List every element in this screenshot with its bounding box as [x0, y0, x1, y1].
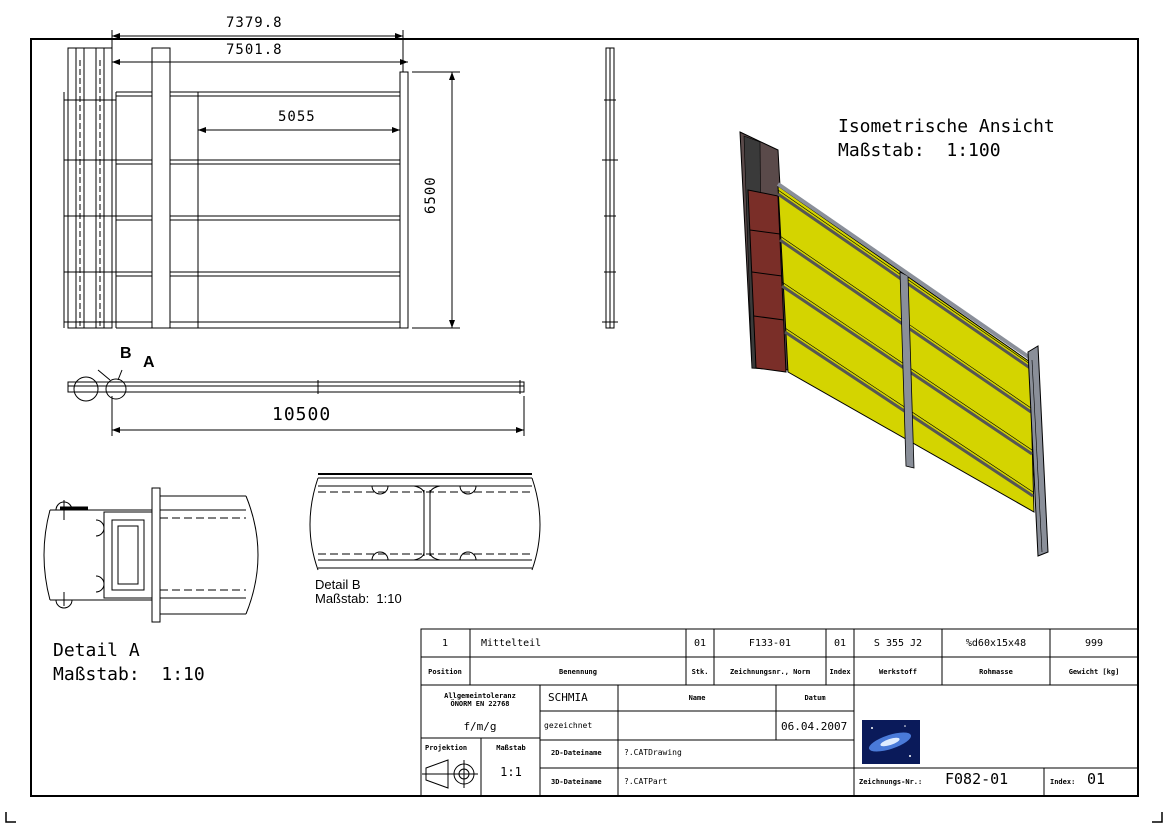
tb-tolerance-1: Allgemeintoleranz	[444, 692, 516, 700]
tb-index-label: Index:	[1050, 778, 1076, 786]
tb-author: SCHMIA	[548, 691, 588, 704]
iso-title: Isometrische Ansicht	[838, 116, 1055, 137]
tb-h-werkstoff: Werkstoff	[879, 668, 917, 676]
dim-5055-text: 5055	[278, 109, 316, 125]
tb-h-stk: Stk.	[691, 668, 709, 676]
detail-b-title: Detail B	[315, 577, 361, 592]
tb-h-index: Index	[829, 668, 851, 676]
tb-zeichnungs-nr: F082-01	[945, 770, 1009, 788]
tb-name-header: Name	[688, 694, 706, 702]
tb-zeichnungs-nr-label: Zeichnungs-Nr.:	[859, 778, 923, 786]
detail-b-drawing	[310, 474, 540, 570]
detail-a-title: Detail A	[53, 640, 140, 661]
tb-h-position: Position	[428, 668, 462, 676]
tb-h-benennung: Benennung	[559, 668, 597, 676]
detail-a-drawing	[44, 488, 258, 622]
tb-position: 1	[441, 638, 449, 649]
front-view	[64, 48, 408, 328]
tb-file2d: ?.CATDrawing	[624, 748, 682, 757]
tb-gewicht: 999	[1084, 638, 1104, 649]
label-a: A	[143, 354, 155, 371]
tb-zeichnungsnr: F133-01	[748, 638, 792, 649]
isometric-view	[740, 132, 1048, 556]
top-view	[68, 370, 524, 436]
tb-massstab: 1:1	[500, 765, 522, 779]
tb-file2d-label: 2D-Dateiname	[551, 749, 602, 757]
tb-gezeichnet: gezeichnet	[544, 721, 593, 730]
tb-file3d: ?.CATPart	[624, 777, 668, 786]
tb-h-zeichnungsnr: Zeichnungsnr., Norm	[729, 668, 811, 676]
tb-date: 06.04.2007	[781, 720, 848, 733]
dim-6500-text: 6500	[423, 176, 439, 214]
title-block	[421, 629, 1138, 796]
tb-projektion: Projektion	[425, 744, 468, 752]
tb-massstab-header: Maßstab	[496, 744, 526, 752]
label-b: B	[120, 345, 132, 362]
dim-10500-text: 10500	[272, 404, 332, 425]
tb-werkstoff: S 355 J2	[873, 638, 923, 649]
dim-7379-text: 7379.8	[226, 15, 283, 31]
tb-benennung: Mittelteil	[481, 638, 542, 649]
tb-h-rohmasse: Rohmasse	[979, 668, 1013, 676]
dim-7501-text: 7501.8	[226, 42, 283, 58]
tb-h-gewicht: Gewicht [kg]	[1068, 668, 1120, 676]
tb-stk: 01	[693, 638, 707, 649]
iso-scale: Maßstab: 1:100	[838, 140, 1001, 161]
tb-rohmasse: %d60x15x48	[965, 638, 1027, 649]
tb-datum-header: Datum	[804, 694, 826, 702]
side-view	[602, 48, 618, 328]
tb-tolerance-2: ÖNORM EN 22768	[450, 700, 510, 708]
detail-b-scale: Maßstab: 1:10	[315, 591, 402, 606]
tb-tolerance-classes: f/m/g	[463, 720, 497, 733]
tb-index-value: 01	[1087, 770, 1106, 788]
tb-file3d-label: 3D-Dateiname	[551, 778, 602, 786]
tb-index: 01	[833, 638, 847, 649]
detail-a-scale: Maßstab: 1:10	[53, 664, 205, 685]
